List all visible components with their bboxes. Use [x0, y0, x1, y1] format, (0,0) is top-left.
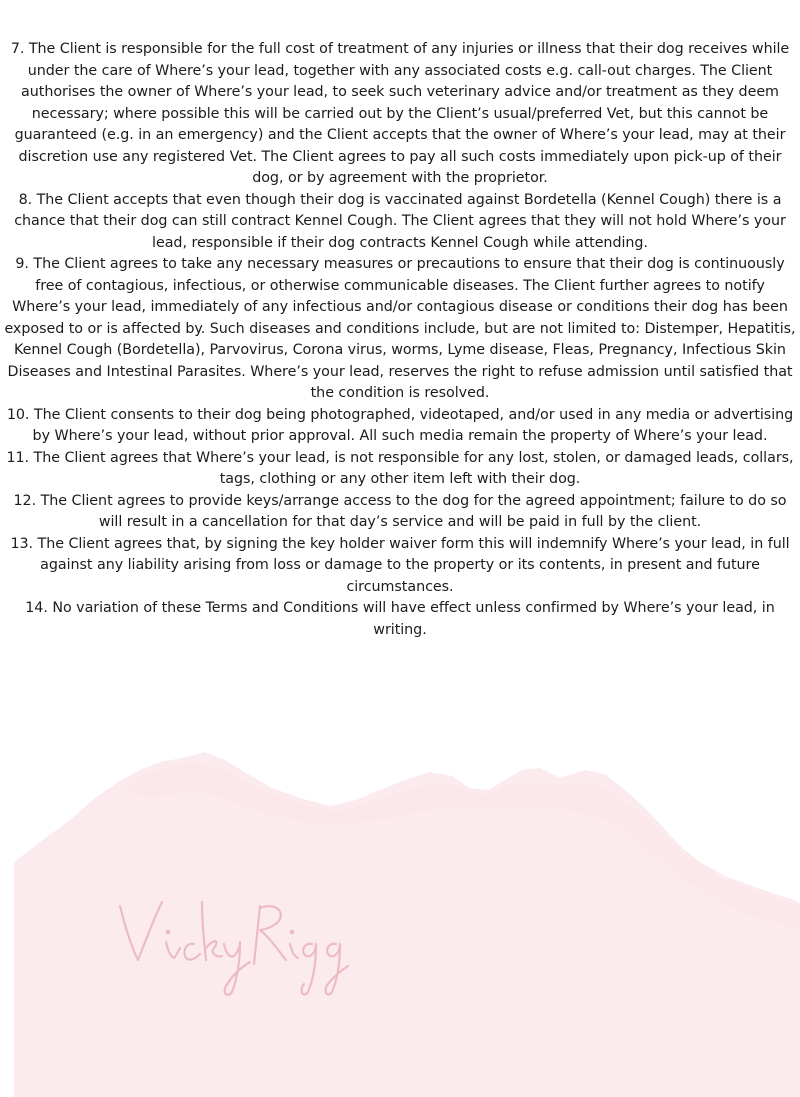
term-12: 12. The Client agrees to provide keys/arrange access to the dog for the agreed appointment; failure to do so will result in a cancellation for that day’s service and will be paid in full by the client.: [13, 492, 787, 530]
term-11: 11. The Client agrees that Where’s your lead, is not responsible for any lost, stolen, or damaged leads, collars, tags, clothing or any other item left with their dog.: [6, 449, 794, 487]
terms-list: [4, 39, 796, 641]
term-9: 9. The Client agrees to take any necessary measures or precautions to ensure that their dog is continuously free of contagious, infectious, or otherwise communicable diseases. The Client further agrees to notify Where’s your lead, immediately of any infectious and/or contagious disease or conditions their dog has been exposed to or is affected by. Such diseases and conditions include, but are not limited to: Distemper, Hepatitis, Kennel Cough (Bordetella), Parvovirus, Corona virus, worms, Lyme disease, Fleas, Pregnancy, Infectious Skin Diseases and Intestinal Parasites. Where’s your lead, reserves the right to refuse admission until satisfied that the condition is resolved.: [4, 256, 796, 401]
term-7: 7. The Client is responsible for the full cost of treatment of any injuries or illness that their dog receives while under the care of Where’s your lead, together with any associated costs e.g. call-out charges. The Client authorises the owner of Where’s your lead, to seek such veterinary advice and/or treatment as they deem necessary; where possible this will be carried out by the Client’s usual/preferred Vet, but this cannot be guaranteed (e.g. in an emergency) and the Client accepts that the owner of Where’s your lead, may at their discretion use any registered Vet. The Client agrees to pay all such costs immediately upon pick-up of their dog, or by agreement with the proprietor.: [10, 41, 790, 186]
term-8: 8. The Client accepts that even though their dog is vaccinated against Bordetella (Kennel Cough) there is a chance that their dog can still contract Kennel Cough. The Client agrees that they will not hold Where’s your lead, responsible if their dog contracts Kennel Cough while attending.: [14, 191, 786, 251]
term-13: 13. The Client agrees that, by signing the key holder waiver form this will indemnify Where’s your lead, in full against any liability arising from loss or damage to the property or its contents, in present and future circumstances.: [10, 535, 790, 595]
term-14: 14. No variation of these Terms and Conditions will have effect unless confirmed by Where’s your lead, in writing.: [25, 600, 775, 638]
handwritten-signature: [110, 892, 350, 1002]
term-10: 10. The Client consents to their dog being photographed, videotaped, and/or used in any media or advertising by Where’s your lead, without prior approval. All such media remain the property of Where’s your lead.: [6, 406, 794, 444]
